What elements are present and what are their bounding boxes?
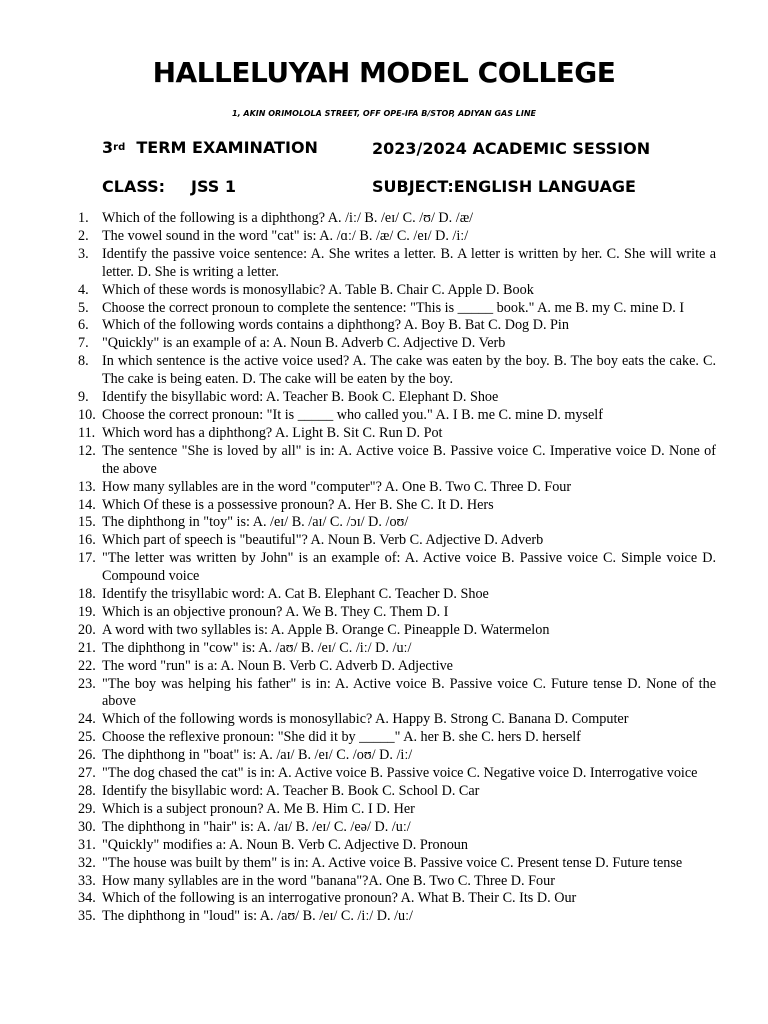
question-number: 19. bbox=[78, 603, 96, 620]
question-item bbox=[78, 711, 716, 729]
question-item bbox=[78, 801, 716, 819]
question-text: Which of these words is monosyllabic? A. Table B. Chair C. Apple D. Book bbox=[102, 281, 534, 298]
question-item bbox=[78, 425, 716, 443]
question-item bbox=[78, 747, 716, 765]
question-text: Which Of these is a possessive pronoun? A. Her B. She C. It D. Hers bbox=[102, 496, 494, 513]
question-text: Which part of speech is "beautiful"? A. Noun B. Verb C. Adjective D. Adverb bbox=[102, 532, 544, 549]
question-item bbox=[78, 246, 716, 282]
question-text: The diphthong in "cow" is: A. /aʊ/ B. /eɪ/ C. /iː/ D. /uː/ bbox=[102, 639, 412, 656]
term-number: 3 bbox=[102, 138, 114, 157]
question-number: 30. bbox=[78, 818, 96, 835]
question-item bbox=[78, 729, 716, 747]
question-text: The diphthong in "loud" is: A. /aʊ/ B. /eɪ/ C. /iː/ D. /uː/ bbox=[102, 908, 414, 925]
question-text: Choose the reflexive pronoun: "She did it by _____" A. her B. she C. hers D. herself bbox=[102, 729, 581, 746]
question-text: The sentence "She is loved by all" is in: A. Active voice B. Passive voice C. Imperative voice D. None of the above bbox=[102, 442, 716, 477]
question-item bbox=[78, 317, 716, 335]
school-name: HALLELUYAH MODEL COLLEGE bbox=[152, 56, 616, 89]
question-item bbox=[78, 873, 716, 891]
question-item bbox=[78, 210, 716, 228]
question-number: 8. bbox=[78, 353, 89, 370]
question-item bbox=[78, 335, 716, 353]
question-item bbox=[78, 783, 716, 801]
term-suffix: rd bbox=[113, 142, 126, 153]
question-text: "The boy was helping his father" is in: A. Active voice B. Passive voice C. Future tense D. None of the above bbox=[102, 675, 716, 710]
question-text: Identify the trisyllabic word: A. Cat B. Elephant C. Teacher D. Shoe bbox=[102, 586, 489, 603]
question-number: 34. bbox=[78, 890, 96, 907]
question-text: Identify the bisyllabic word: A. Teacher B. Book C. School D. Car bbox=[102, 783, 480, 799]
question-number: 22. bbox=[78, 657, 96, 674]
question-text: How many syllables are in the word "computer"? A. One B. Two C. Three D. Four bbox=[102, 478, 572, 495]
question-text: Which of the following words is monosyllabic? A. Happy B. Strong C. Banana D. Computer bbox=[102, 711, 629, 728]
question-number: 23. bbox=[78, 675, 96, 692]
question-text: "The house was built by them" is in: A. Active voice B. Passive voice C. Present tense D. Future tense bbox=[102, 854, 683, 871]
question-number: 14. bbox=[78, 496, 96, 513]
question-number: 27. bbox=[78, 765, 96, 782]
question-item bbox=[78, 443, 716, 479]
question-item bbox=[78, 908, 716, 926]
question-item bbox=[78, 837, 716, 855]
question-text: "Quickly" modifies a: A. Noun B. Verb C. Adjective D. Pronoun bbox=[102, 836, 468, 853]
question-text: Which is a subject pronoun? A. Me B. Him C. I D. Her bbox=[102, 800, 415, 817]
question-number: 12. bbox=[78, 442, 96, 459]
question-number: 16. bbox=[78, 532, 96, 549]
academic-session: 2023/2024 ACADEMIC SESSION bbox=[372, 139, 651, 158]
question-text: The diphthong in "boat" is: A. /aɪ/ B. /eɪ/ C. /oʊ/ D. /iː/ bbox=[102, 747, 413, 764]
question-text: "Quickly" is an example of a: A. Noun B. Adverb C. Adjective D. Verb bbox=[102, 335, 506, 352]
question-item bbox=[78, 514, 716, 532]
question-number: 1. bbox=[78, 210, 89, 226]
question-item bbox=[78, 586, 716, 604]
question-text: Which of the following is a diphthong? A. /iː/ B. /eɪ/ C. /ʊ/ D. /æ/ bbox=[102, 210, 474, 226]
question-number: 2. bbox=[78, 227, 89, 244]
question-item bbox=[78, 622, 716, 640]
question-text: The diphthong in "hair" is: A. /aɪ/ B. /eɪ/ C. /eə/ D. /uː/ bbox=[102, 818, 411, 835]
question-item bbox=[78, 550, 716, 586]
class-value: JSS 1 bbox=[191, 177, 236, 196]
question-number: 4. bbox=[78, 281, 89, 298]
question-text: Identify the passive voice sentence: A. She writes a letter. B. A letter is written by her. C. She will write a letter. D. She is writing a letter. bbox=[102, 245, 716, 280]
question-text: "The letter was written by John" is an example of: A. Active voice B. Passive voice C. Simple voice D. Compound voice bbox=[102, 550, 716, 585]
question-item bbox=[78, 497, 716, 515]
question-text: How many syllables are in the word "banana"?A. One B. Two C. Three D. Four bbox=[102, 872, 555, 889]
question-item bbox=[78, 228, 716, 246]
question-item bbox=[78, 353, 716, 389]
question-item bbox=[78, 604, 716, 622]
question-item bbox=[78, 479, 716, 497]
question-text: "The dog chased the cat" is in: A. Active voice B. Passive voice C. Negative voice D. Interrogative voice bbox=[102, 765, 698, 782]
question-number: 25. bbox=[78, 729, 96, 746]
question-item bbox=[78, 640, 716, 658]
question-number: 9. bbox=[78, 389, 89, 406]
question-item bbox=[78, 676, 716, 712]
question-item bbox=[78, 407, 716, 425]
question-text: Which of the following words contains a diphthong? A. Boy B. Bat C. Dog D. Pin bbox=[102, 317, 569, 334]
question-item bbox=[78, 282, 716, 300]
question-number: 13. bbox=[78, 478, 96, 495]
question-item bbox=[78, 300, 716, 318]
question-number: 11. bbox=[78, 424, 96, 441]
school-address: 1, AKIN ORIMOLOLA STREET, OFF OPE-IFA B/STOP, ADIYAN GAS LINE bbox=[232, 109, 536, 118]
question-number: 24. bbox=[78, 711, 96, 728]
question-item bbox=[78, 532, 716, 550]
question-number: 10. bbox=[78, 406, 96, 423]
question-number: 29. bbox=[78, 800, 96, 817]
question-number: 28. bbox=[78, 783, 96, 799]
term-heading bbox=[102, 138, 318, 157]
question-number: 26. bbox=[78, 747, 96, 764]
question-text: A word with two syllables is: A. Apple B. Orange C. Pineapple D. Watermelon bbox=[102, 621, 550, 638]
question-text: Identify the bisyllabic word: A. Teacher B. Book C. Elephant D. Shoe bbox=[102, 389, 499, 406]
question-number: 18. bbox=[78, 586, 96, 603]
question-item bbox=[78, 389, 716, 407]
question-text: Which is an objective pronoun? A. We B. They C. Them D. I bbox=[102, 603, 449, 620]
question-number: 31. bbox=[78, 836, 96, 853]
question-list bbox=[78, 210, 716, 926]
term-label: TERM EXAMINATION bbox=[136, 138, 318, 157]
question-number: 3. bbox=[78, 245, 89, 262]
question-text: Choose the correct pronoun to complete the sentence: "This is _____ book." A. me B. my C. mine D. I bbox=[102, 299, 685, 316]
question-text: The diphthong in "toy" is: A. /eɪ/ B. /aɪ/ C. /ɔɪ/ D. /oʊ/ bbox=[102, 514, 409, 531]
question-item bbox=[78, 855, 716, 873]
question-number: 32. bbox=[78, 854, 96, 871]
question-text: Which of the following is an interrogative pronoun? A. What B. Their C. Its D. Our bbox=[102, 890, 577, 907]
question-text: The word "run" is a: A. Noun B. Verb C. Adverb D. Adjective bbox=[102, 657, 453, 674]
question-number: 33. bbox=[78, 872, 96, 889]
question-number: 7. bbox=[78, 335, 89, 352]
question-item bbox=[78, 819, 716, 837]
question-number: 5. bbox=[78, 299, 89, 316]
question-number: 15. bbox=[78, 514, 96, 531]
question-text: Which word has a diphthong? A. Light B. Sit C. Run D. Pot bbox=[102, 424, 443, 441]
question-number: 21. bbox=[78, 639, 96, 656]
question-item bbox=[78, 765, 716, 783]
question-item bbox=[78, 658, 716, 676]
question-number: 6. bbox=[78, 317, 89, 334]
question-text: Choose the correct pronoun: "It is _____ who called you." A. I B. me C. mine D. myself bbox=[102, 406, 603, 423]
question-item bbox=[78, 890, 716, 908]
class-label: CLASS: bbox=[102, 177, 166, 196]
subject: SUBJECT:ENGLISH LANGUAGE bbox=[372, 177, 636, 196]
question-number: 20. bbox=[78, 621, 96, 638]
question-text: In which sentence is the active voice used? A. The cake was eaten by the boy. B. The boy eats the cake. C. The cake is being eaten. D. The cake will be eaten by the boy. bbox=[102, 353, 716, 388]
question-number: 35. bbox=[78, 908, 96, 925]
question-text: The vowel sound in the word "cat" is: A. /ɑː/ B. /æ/ C. /eɪ/ D. /iː/ bbox=[102, 227, 469, 244]
question-number: 17. bbox=[78, 550, 96, 567]
